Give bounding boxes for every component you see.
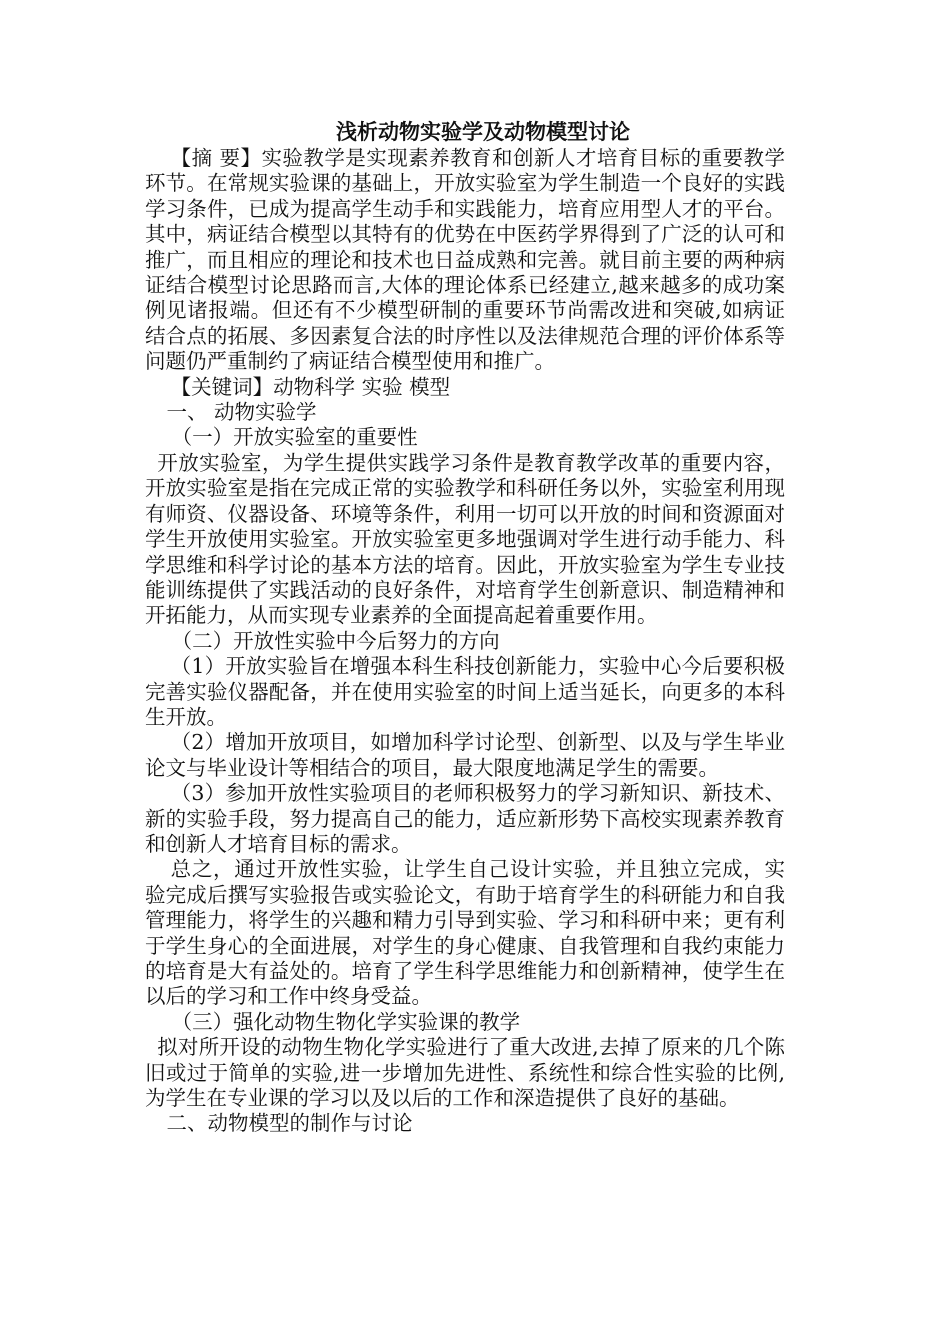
subsection-heading-3: （三）强化动物生物化学实验课的教学 xyxy=(171,1009,521,1034)
abstract-paragraph: 【摘 要】实验教学是实现素养教育和创新人才培育目标的重要教学环节。在常规实验课的基础上，开放实验室为学生制造一个良好的实践学习条件，已成为提高学生动手和实践能力，培育应用型人才的平台。其中，病证结合模型以其特有的优势在中医药学界得到了广泛的认可和推广，而且相应的理论和技术也日益成熟和完善。就目前主要的两种病证结合模型讨论思路而言,大体的理论体系已经建立,越来越多的成功案例见诸报端。但还有不少模型研制的重要环节尚需改进和突破,如病证结合点的拓展、多因素复合法的时序性以及法律规范合理的评价体系等问题仍严重制约了病证结合模型使用和推广。 xyxy=(145,146,785,374)
body-paragraph-1: 开放实验室，为学生提供实践学习条件是教育教学改革的重要内容，开放实验室是指在完成正常的实验教学和科研任务以外，实验室利用现有师资、仪器设备、环境等条件，利用一切可以开放的时间和资源面对学生开放使用实验室。开放实验室更多地强调对学生进行动手能力、科学思维和科学讨论的基本方法的培育。因此，开放实验室为学生专业技能训练提供了实践活动的良好条件，对培育学生创新意识、制造精神和开拓能力，从而实现专业素养的全面提高起着重要作用。 xyxy=(145,450,785,628)
subsection-heading-1: （一）开放实验室的重要性 xyxy=(171,425,418,450)
body-paragraph-2: 总之，通过开放性实验，让学生自己设计实验，并且独立完成，实验完成后撰写实验报告或实验论文，有助于培育学生的科研能力和自我管理能力，将学生的兴趣和精力引导到实验、学习和科研中来；更有利于学生身心的全面进展，对学生的身心健康、自我管理和自我约束能力的培育是大有益处的。培育了学生科学思维能力和创新精神，使学生在以后的学习和工作中终身受益。 xyxy=(145,857,785,1009)
section-heading-2: 二、动物模型的制作与讨论 xyxy=(166,1111,413,1136)
keywords-line: 【关键词】动物科学 实验 模型 xyxy=(170,374,451,399)
subsection-heading-2: （二）开放性实验中今后努力的方向 xyxy=(171,628,500,653)
section-heading-1: 一、 动物实验学 xyxy=(166,400,317,425)
list-item-2: （2）增加开放项目，如增加科学讨论型、创新型、以及与学生毕业论文与毕业设计等相结合的项目，最大限度地满足学生的需要。 xyxy=(145,730,785,780)
document-title: 浅析动物实验学及动物模型讨论 xyxy=(336,119,630,144)
document-page xyxy=(145,118,785,1137)
list-item-3: （3）参加开放性实验项目的老师积极努力的学习新知识、新技术、新的实验手段，努力提高自己的能力，适应新形势下高校实现素养教育和创新人才培育目标的需求。 xyxy=(145,781,785,856)
body-paragraph-3: 拟对所开设的动物生物化学实验进行了重大改进,去掉了原来的几个陈旧或过于简单的实验,进一步增加先进性、系统性和综合性实验的比例,为学生在专业课的学习以及以后的工作和深造提供了良好的基础。 xyxy=(145,1035,785,1111)
list-item-1: （1）开放实验旨在增强本科生科技创新能力，实验中心今后要积极完善实验仪器配备，并在使用实验室的时间上适当延长，向更多的本科生开放。 xyxy=(145,654,785,729)
